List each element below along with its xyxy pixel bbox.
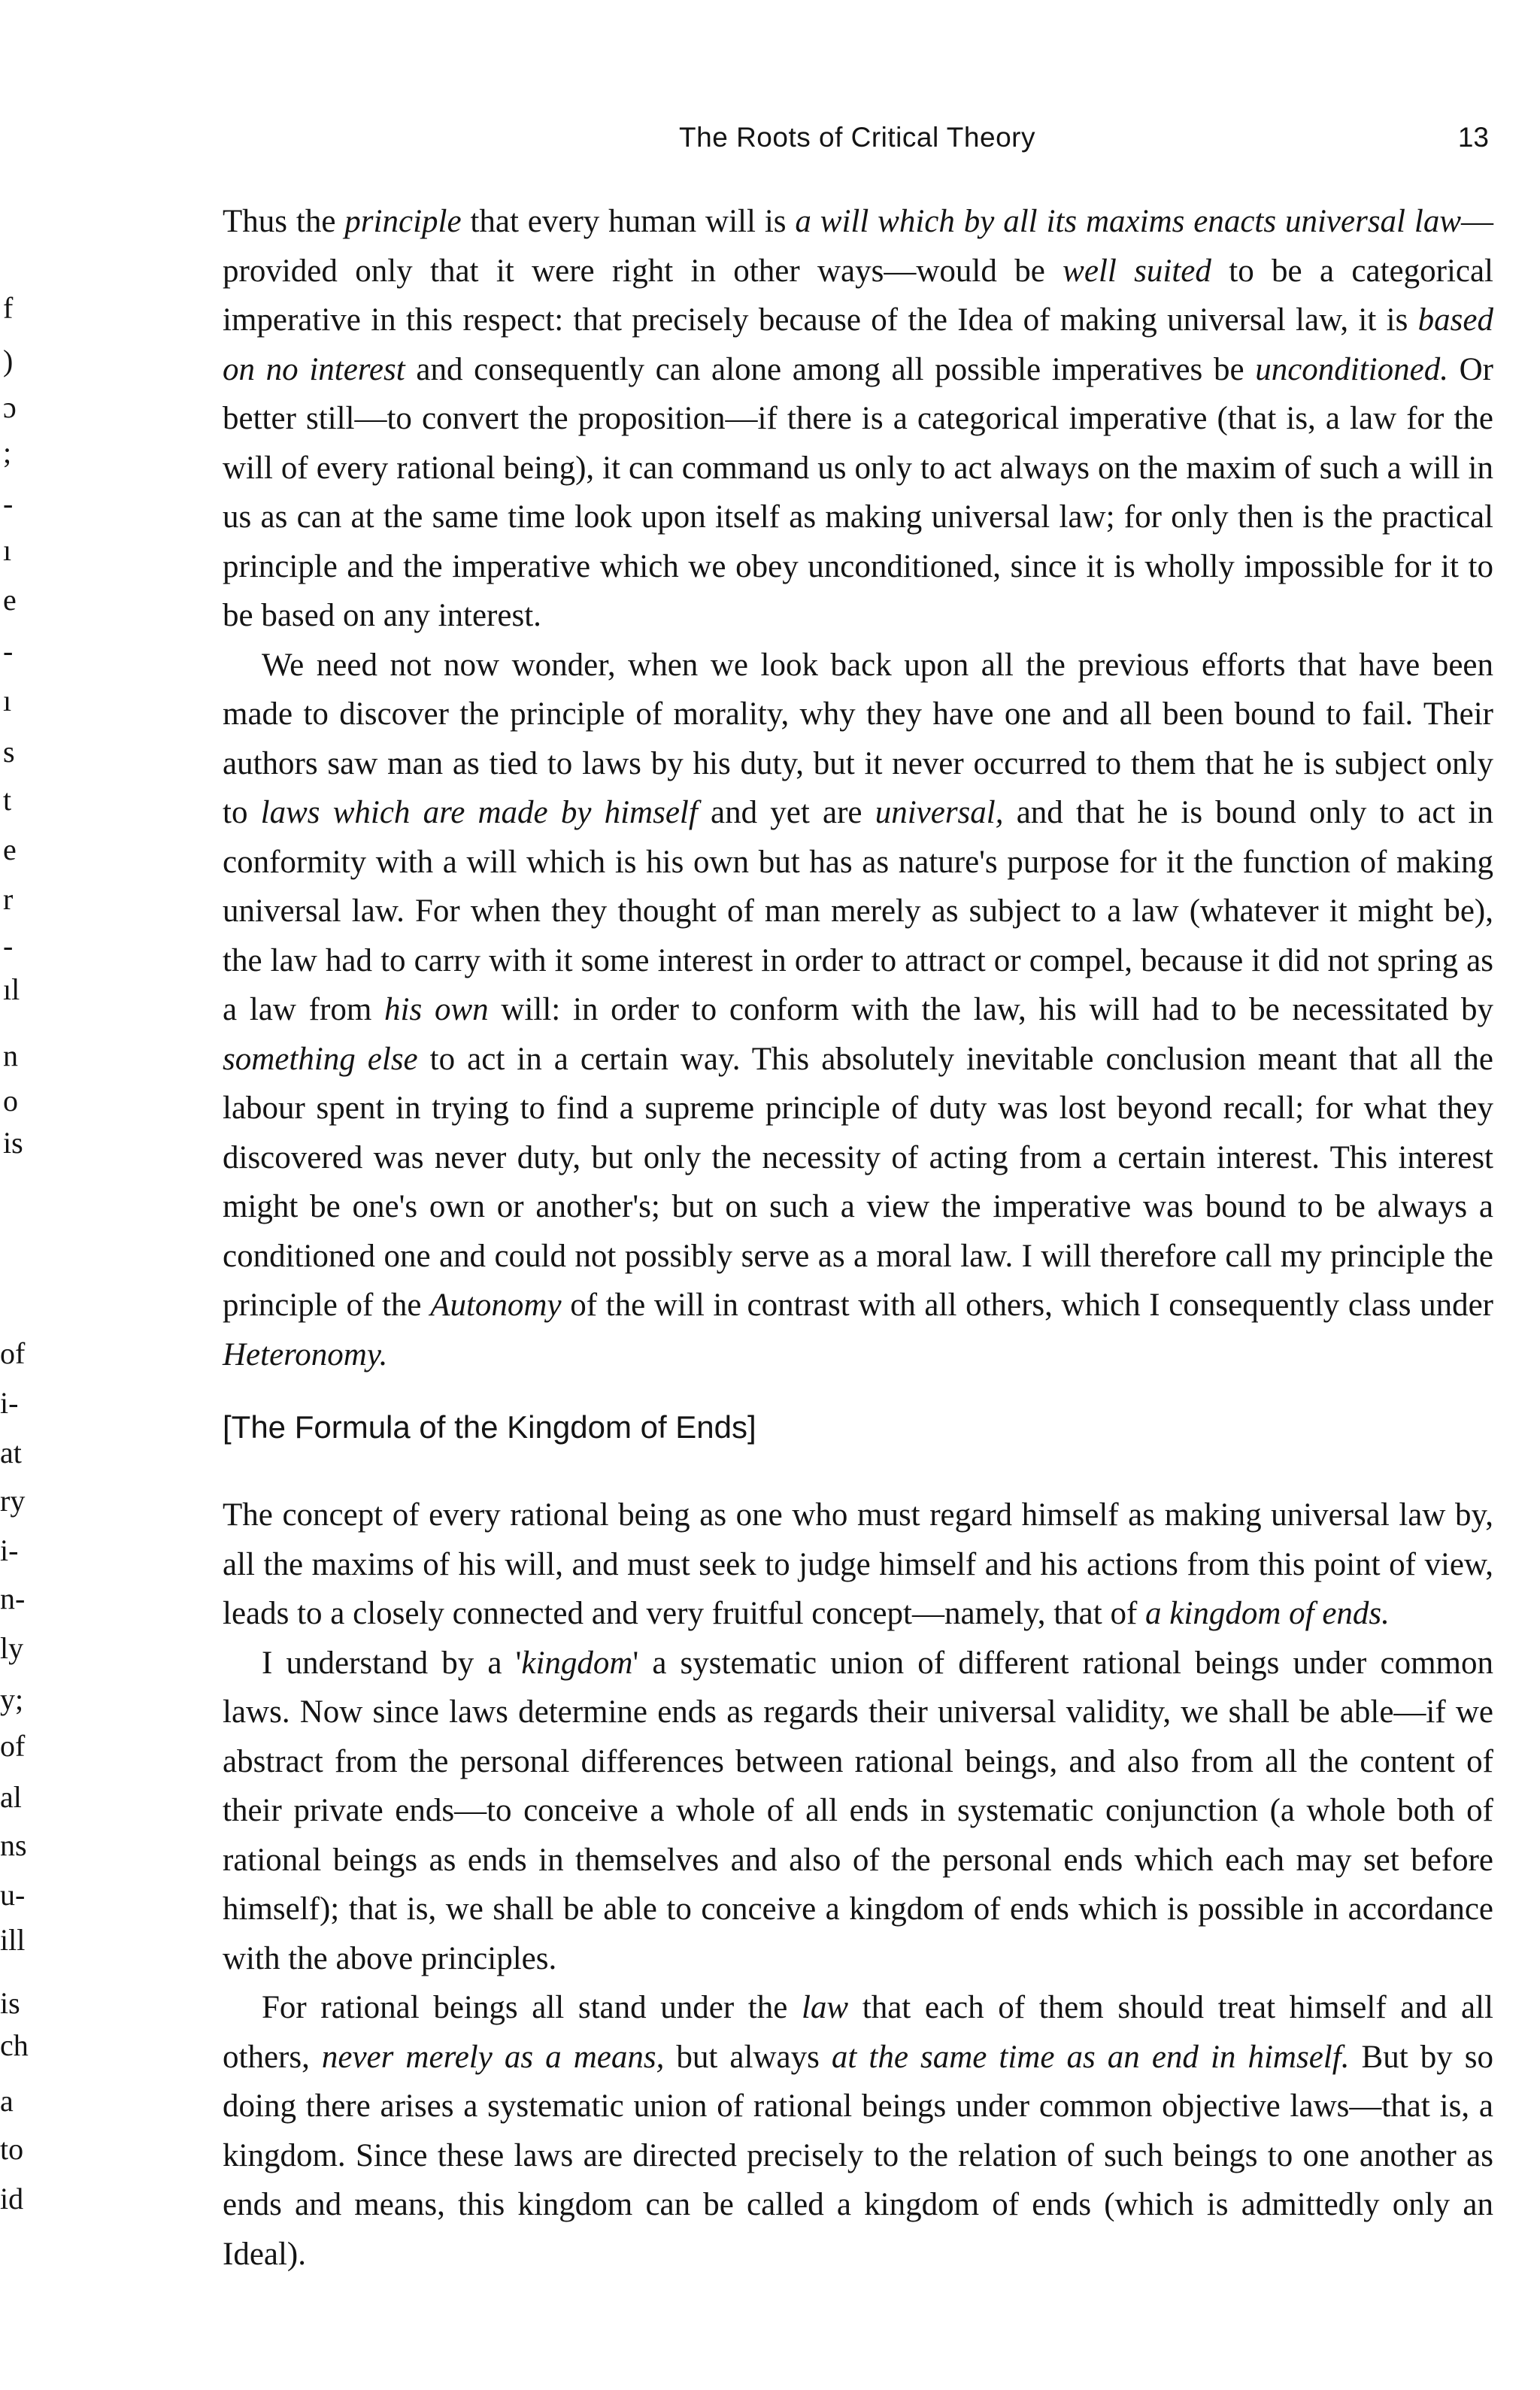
margin-fragment: n- bbox=[0, 1582, 26, 1615]
text-run: will: in order to conform with the law, his will had to be necessitated by bbox=[488, 992, 1493, 1027]
text-run: and that he is bound only to act in conformity with a will which is his own but has as nature's purpose for it the function of making universal law. For when they thought of man merely as subject to a law (whatever it might be), the law had to carry with it some interest in order to attract or compel, because it did not spring as a law from bbox=[223, 795, 1493, 1027]
margin-fragment: at bbox=[0, 1436, 22, 1469]
margin-fragment: y; bbox=[0, 1682, 24, 1716]
margin-fragment: ch bbox=[0, 2028, 29, 2062]
italic-run: Autonomy bbox=[430, 1288, 562, 1323]
italic-run: law bbox=[801, 1990, 849, 2025]
margin-fragment: ry bbox=[0, 1484, 26, 1518]
italic-run: unconditioned. bbox=[1255, 351, 1448, 387]
margin-fragment: to bbox=[0, 2132, 24, 2166]
margin-fragment: t bbox=[3, 783, 12, 817]
margin-fragment: al bbox=[0, 1780, 22, 1814]
page-number: 13 bbox=[1457, 122, 1489, 153]
text-run: But by so doing there arises a systematic union of rational beings under common objective laws—that is, a kingdom. Since these laws are directed precisely to the relation of such beings to one another as ends and means, this kingdom can be called a kingdom of ends (which is admittedly only an Ideal). bbox=[223, 2039, 1493, 2272]
margin-fragment: f bbox=[3, 291, 14, 325]
italic-run: at the same time as an end in himself. bbox=[831, 2039, 1350, 2075]
text-run: to act in a certain way. This absolutely inevitable conclusion meant that all the labour spent in trying to find a supreme principle of duty was lost beyond recall; for what they discovered was never duty, but only the necessity of acting from a certain interest. This interest might be one's own or another's; but on such a view the imperative was bound to be always a conditioned one and could not possibly serve as a moral law. I will therefore call my principle the principle of the bbox=[223, 1041, 1493, 1323]
text-run: For rational beings all stand under the bbox=[262, 1990, 802, 2025]
text-run: I understand by a ' bbox=[262, 1645, 522, 1681]
text-run: The concept of every rational being as one who must regard himself as making universal law by, all the maxims of his will, and must seek to judge himself and his actions from this point of view, leads to a closely connected and very fruitful concept—namely, that of bbox=[223, 1497, 1493, 1631]
facing-page-margin-fragments bbox=[0, 0, 68, 2390]
margin-fragment: u- bbox=[0, 1878, 26, 1912]
margin-fragment: i- bbox=[0, 1533, 19, 1567]
text-run: that every human will is bbox=[461, 204, 796, 239]
text-run: to be a categorical imperative in this respect: that precisely because of the Idea of making universal law, it is bbox=[223, 253, 1494, 338]
paragraph bbox=[223, 197, 1493, 641]
text-run: ' a systematic union of different rational beings under common laws. Now since laws determine ends as regards their universal validity, we shall be able—if we abstract from the personal differences between rational beings, and also from all the content of their private ends—to conceive a whole of all ends in systematic conjunction (a whole both of rational beings as ends in themselves and also of the personal ends which each may set before himself); that is, we shall be able to conceive a kingdom of ends which is possible in accordance with the above principles. bbox=[223, 1645, 1493, 1976]
margin-fragment: o bbox=[3, 1084, 18, 1118]
paragraph bbox=[223, 641, 1493, 1380]
italic-run: principle bbox=[344, 204, 462, 239]
margin-fragment: s bbox=[3, 735, 15, 769]
margin-fragment: of bbox=[0, 1729, 26, 1763]
margin-fragment: of bbox=[0, 1336, 26, 1370]
text-run: but always bbox=[664, 2039, 832, 2075]
main-text-block-autonomy bbox=[223, 197, 1493, 1379]
italic-run: laws which are made by himself bbox=[260, 795, 698, 830]
paragraph bbox=[223, 1491, 1493, 1639]
margin-fragment: ı bbox=[3, 684, 12, 717]
margin-fragment: e bbox=[3, 833, 17, 866]
text-run: Or better still—to convert the proposition—if there is a categorical imperative (that is, a law for the will of every rational being), it can command us only to act always on the maxim of such a will in us as can at the same time look upon itself as making universal law; for only then is the practical principle and the imperative which we obey unconditioned, since it is wholly impossible for it to be based on any interest. bbox=[223, 351, 1493, 633]
margin-fragment: i- bbox=[0, 1386, 19, 1420]
paragraph bbox=[223, 1639, 1493, 1984]
margin-fragment: ly bbox=[0, 1631, 24, 1665]
text-run: —provided only that it were right in other ways—would be bbox=[223, 204, 1493, 289]
running-header bbox=[226, 122, 1489, 167]
text-run: of the will in contrast with all others, which I consequently class under bbox=[561, 1288, 1493, 1323]
section-heading: [The Formula of the Kingdom of Ends] bbox=[223, 1409, 756, 1445]
margin-fragment: is bbox=[0, 1986, 20, 2020]
margin-fragment: r bbox=[3, 882, 14, 916]
margin-fragment: a bbox=[0, 2084, 14, 2118]
italic-run: a will which by all its maxims enacts universal law bbox=[795, 204, 1461, 239]
margin-fragment: ill bbox=[0, 1923, 26, 1957]
text-run: that each of them should treat himself and all others, bbox=[223, 1990, 1493, 2075]
margin-fragment: ɔ bbox=[3, 390, 17, 424]
margin-fragment: - bbox=[3, 929, 14, 963]
margin-fragment: - bbox=[3, 634, 14, 668]
italic-run: kingdom bbox=[521, 1645, 633, 1681]
italic-run: a kingdom of ends. bbox=[1145, 1596, 1390, 1631]
margin-fragment: ıl bbox=[3, 972, 20, 1006]
italic-run: never merely as a means, bbox=[321, 2039, 665, 2075]
italic-run: something else bbox=[223, 1041, 418, 1077]
italic-run: based on no interest bbox=[223, 302, 1493, 387]
margin-fragment: ; bbox=[3, 435, 12, 469]
margin-fragment: is bbox=[3, 1126, 23, 1160]
margin-fragment: n bbox=[3, 1039, 18, 1072]
running-title: The Roots of Critical Theory bbox=[679, 122, 1035, 153]
text-run: Thus the bbox=[223, 204, 345, 239]
margin-fragment: ns bbox=[0, 1828, 27, 1862]
paragraph bbox=[223, 1983, 1493, 2279]
margin-fragment: ı bbox=[3, 533, 12, 567]
margin-fragment: e bbox=[3, 583, 17, 617]
text-run: and consequently can alone among all possible imperatives be bbox=[405, 351, 1256, 387]
italic-run: his own bbox=[384, 992, 489, 1027]
italic-run: well suited bbox=[1063, 253, 1211, 289]
italic-run: universal, bbox=[875, 795, 1004, 830]
margin-fragment: id bbox=[0, 2182, 24, 2216]
text-run: and yet are bbox=[697, 795, 875, 830]
main-text-block-kingdom-of-ends bbox=[223, 1491, 1493, 2279]
text-run: We need not now wonder, when we look back upon all the previous efforts that have been made to discover the principle of morality, why they have one and all been bound to fail. Their authors saw man as tied to laws by his duty, but it never occurred to them that he is subject only to bbox=[223, 647, 1493, 830]
margin-fragment: - bbox=[3, 487, 14, 520]
italic-run: Heteronomy. bbox=[223, 1336, 388, 1372]
margin-fragment: ) bbox=[3, 344, 14, 378]
